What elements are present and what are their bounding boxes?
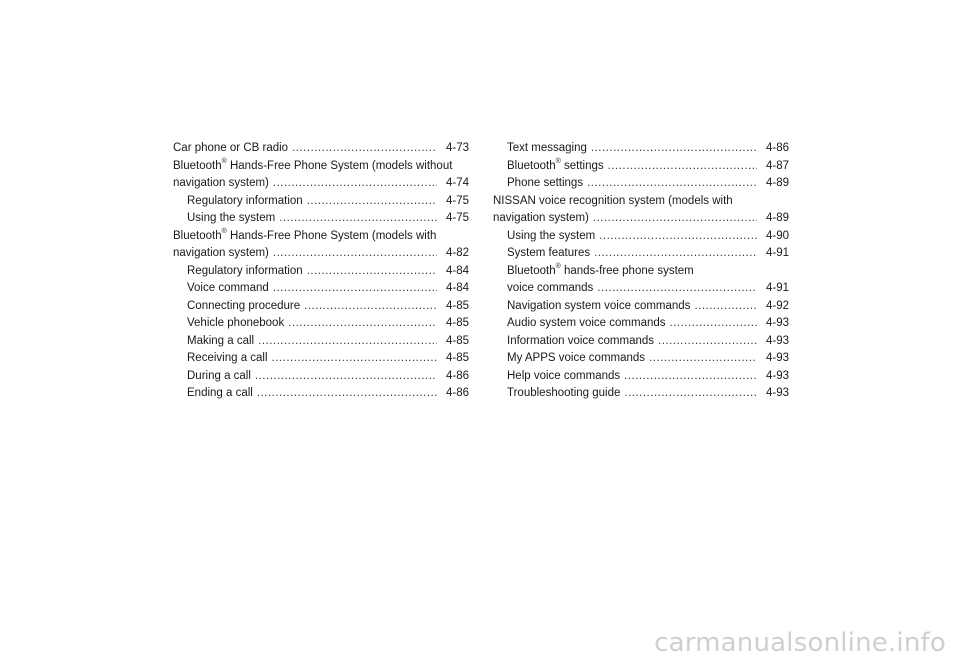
toc-page-number: 4-93 xyxy=(765,387,789,399)
toc-entry-connecting-procedure[interactable] xyxy=(173,298,469,316)
dot-leader xyxy=(292,140,437,158)
toc-page-number: 4-93 xyxy=(765,352,789,364)
toc-entry-regulatory-info-2[interactable] xyxy=(173,263,469,281)
toc-entry-title: Phone settings xyxy=(507,177,584,189)
toc-entry-bluetooth-hf-voice-commands[interactable] xyxy=(493,263,789,298)
toc-entry-title: Voice command xyxy=(187,282,269,294)
toc-right-column xyxy=(493,140,789,403)
toc-entry-title: Help voice commands xyxy=(507,369,621,382)
registered-mark: ® xyxy=(555,157,561,165)
dot-leader xyxy=(624,385,757,403)
toc-page-number: 4-85 xyxy=(445,317,469,329)
toc-page-number: 4-86 xyxy=(445,387,469,399)
toc-entry-help-voice-commands[interactable] xyxy=(493,368,789,386)
toc-entry-nissan-voice-recognition[interactable] xyxy=(493,193,789,228)
toc-left-column xyxy=(173,140,469,403)
dot-leader xyxy=(593,210,757,228)
dot-leader xyxy=(594,245,757,263)
toc-entry-title: Bluetooth® Hands-Free Phone System (models without xyxy=(173,157,453,172)
dot-leader xyxy=(255,368,437,386)
dot-leader xyxy=(288,315,437,333)
toc-entry-car-phone[interactable] xyxy=(173,140,469,158)
dot-leader xyxy=(694,298,757,316)
toc-entry-title: Regulatory information xyxy=(187,264,303,277)
toc-entry-bluetooth-no-nav[interactable] xyxy=(173,158,469,193)
toc-page-number: 4-73 xyxy=(445,142,469,154)
toc-entry-title: Ending a call xyxy=(187,387,253,399)
toc-page-number: 4-85 xyxy=(445,299,469,312)
toc-page-number: 4-89 xyxy=(765,177,789,189)
dot-leader xyxy=(258,333,437,351)
toc-page-number: 4-85 xyxy=(445,334,469,347)
dot-leader xyxy=(597,280,757,298)
toc-entry-information-voice-commands[interactable] xyxy=(493,333,789,351)
toc-entry-title: Making a call xyxy=(187,334,255,347)
dot-leader xyxy=(304,298,437,316)
toc-page-number: 4-89 xyxy=(765,212,789,224)
toc-entry-title: Car phone or CB radio xyxy=(173,142,289,154)
toc-entry-title: Using the system xyxy=(507,229,596,242)
dot-leader xyxy=(649,350,757,368)
dot-leader xyxy=(624,368,757,386)
dot-leader xyxy=(279,210,437,228)
toc-entry-my-apps-voice-commands[interactable] xyxy=(493,350,789,368)
toc-entry-making-call[interactable] xyxy=(173,333,469,351)
toc-entry-ending-call[interactable] xyxy=(173,385,469,403)
toc-entry-title: NISSAN voice recognition system (models with xyxy=(493,194,733,207)
toc-entry-bluetooth-nav[interactable] xyxy=(173,228,469,263)
watermark-text: carmanualsonline.info xyxy=(654,628,946,658)
toc-entry-vehicle-phonebook[interactable] xyxy=(173,315,469,333)
toc-entry-phone-settings[interactable] xyxy=(493,175,789,193)
toc-page-number: 4-91 xyxy=(765,282,789,294)
toc-page-number: 4-85 xyxy=(445,352,469,364)
toc-entry-title-cont: navigation system) xyxy=(173,247,269,259)
toc-page-number: 4-84 xyxy=(445,282,469,294)
dot-leader xyxy=(658,333,757,351)
toc-entry-title: Bluetooth® Hands-Free Phone System (models with xyxy=(173,227,437,242)
toc-page-number: 4-93 xyxy=(765,369,789,382)
toc-entry-receiving-call[interactable] xyxy=(173,350,469,368)
toc-entry-title: Vehicle phonebook xyxy=(187,317,285,329)
toc-page-number: 4-90 xyxy=(765,229,789,242)
dot-leader xyxy=(307,193,437,211)
toc-page-number: 4-75 xyxy=(445,212,469,224)
toc-page-number: 4-82 xyxy=(445,247,469,259)
toc-entry-title: Bluetooth® settings xyxy=(507,157,604,172)
toc-page-number: 4-86 xyxy=(765,142,789,154)
toc-entry-title: System features xyxy=(507,247,591,259)
toc-entry-title-cont: navigation system) xyxy=(173,177,269,189)
toc-entry-title: Text messaging xyxy=(507,142,587,154)
toc-page-number: 4-75 xyxy=(445,194,469,207)
toc-entry-text-messaging[interactable] xyxy=(493,140,789,158)
registered-mark: ® xyxy=(221,227,227,235)
toc-entry-title-cont: voice commands xyxy=(507,282,594,294)
dot-leader xyxy=(670,315,757,333)
toc-page-number: 4-93 xyxy=(765,317,789,329)
dot-leader xyxy=(272,350,437,368)
toc-entry-navigation-voice-commands[interactable] xyxy=(493,298,789,316)
toc-entry-audio-voice-commands[interactable] xyxy=(493,315,789,333)
toc-entry-title: Using the system xyxy=(187,212,276,224)
toc-page-number: 4-92 xyxy=(765,299,789,312)
toc-entry-title: Troubleshooting guide xyxy=(507,387,621,399)
toc-page-number: 4-93 xyxy=(765,334,789,347)
dot-leader xyxy=(273,175,437,193)
toc-entry-title: My APPS voice commands xyxy=(507,352,646,364)
dot-leader xyxy=(587,175,757,193)
registered-mark: ® xyxy=(555,262,561,270)
toc-entry-title: Information voice commands xyxy=(507,334,655,347)
registered-mark: ® xyxy=(221,157,227,165)
toc-entry-regulatory-info-1[interactable] xyxy=(173,193,469,211)
toc-page-number: 4-84 xyxy=(445,264,469,277)
toc-entry-title-cont: navigation system) xyxy=(493,212,589,224)
toc-entry-troubleshooting-guide[interactable] xyxy=(493,385,789,403)
toc-page-number: 4-74 xyxy=(445,177,469,189)
toc-page-number: 4-87 xyxy=(765,159,789,172)
toc-entry-using-system-2[interactable] xyxy=(493,228,789,246)
dot-leader xyxy=(599,228,757,246)
toc-entry-during-call[interactable] xyxy=(173,368,469,386)
dot-leader xyxy=(608,158,757,176)
toc-page-number: 4-91 xyxy=(765,247,789,259)
toc-entry-title: Connecting procedure xyxy=(187,299,301,312)
dot-leader xyxy=(273,245,437,263)
toc-entry-title: During a call xyxy=(187,369,251,382)
dot-leader xyxy=(273,280,437,298)
dot-leader xyxy=(307,263,437,281)
dot-leader xyxy=(591,140,757,158)
toc-entry-title: Navigation system voice commands xyxy=(507,299,691,312)
toc-entry-title: Bluetooth® hands-free phone system xyxy=(507,262,694,277)
toc-entry-using-system-1[interactable] xyxy=(173,210,469,228)
toc-entry-title: Audio system voice commands xyxy=(507,317,666,329)
toc-entry-system-features[interactable] xyxy=(493,245,789,263)
toc-page-number: 4-86 xyxy=(445,369,469,382)
dot-leader xyxy=(257,385,437,403)
toc-entry-bluetooth-settings[interactable] xyxy=(493,158,789,176)
toc-entry-voice-command[interactable] xyxy=(173,280,469,298)
toc-entry-title: Receiving a call xyxy=(187,352,268,364)
toc-entry-title: Regulatory information xyxy=(187,194,303,207)
